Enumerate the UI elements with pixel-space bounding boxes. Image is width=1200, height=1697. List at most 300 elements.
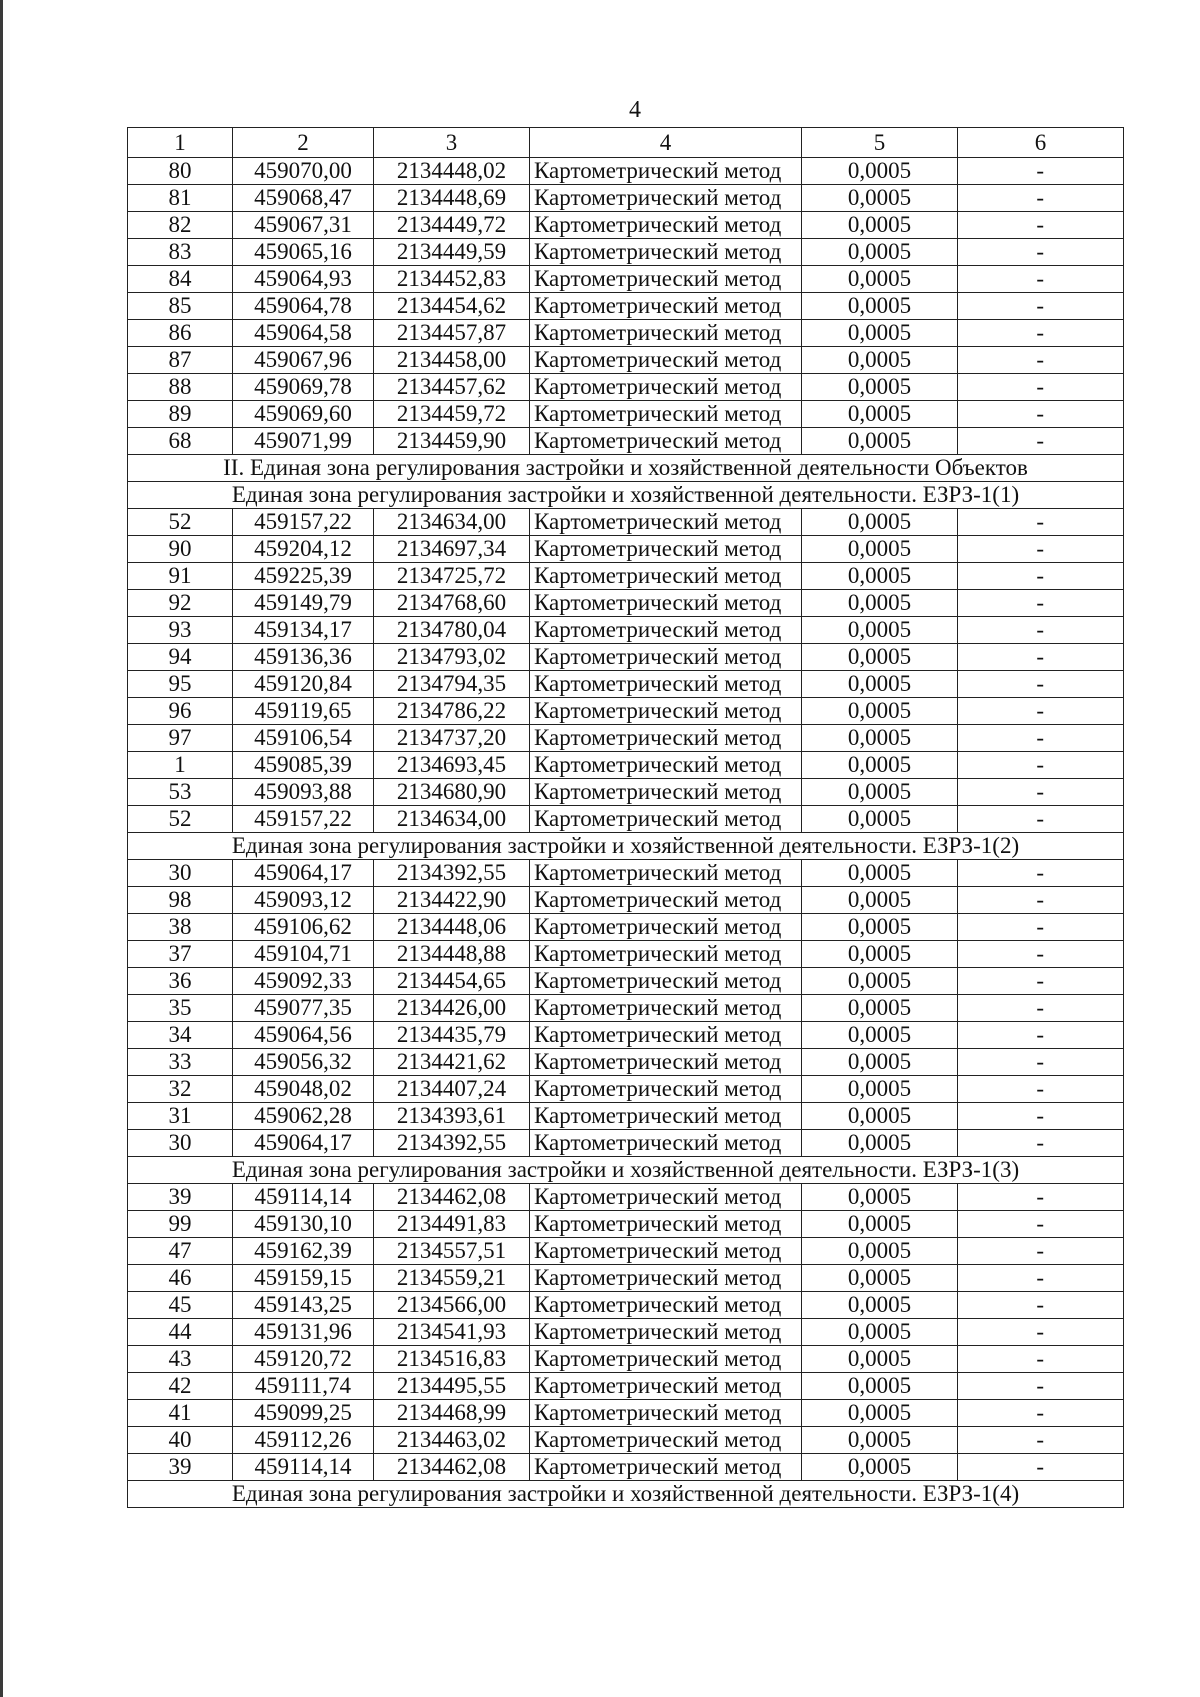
- table-row: [128, 590, 1124, 617]
- x-coordinate-cell: 459134,17: [233, 617, 374, 644]
- table-row: [128, 347, 1124, 374]
- method-cell: Картометрический метод: [530, 509, 802, 536]
- table-row: [128, 266, 1124, 293]
- table-row: [128, 428, 1124, 455]
- note-cell: -: [958, 1454, 1124, 1481]
- table-row: [128, 644, 1124, 671]
- point-number-cell: 95: [128, 671, 233, 698]
- method-cell: Картометрический метод: [530, 887, 802, 914]
- point-number-cell: 43: [128, 1346, 233, 1373]
- method-cell: Картометрический метод: [530, 1319, 802, 1346]
- point-number-cell: 46: [128, 1265, 233, 1292]
- y-coordinate-cell: 2134634,00: [374, 806, 530, 833]
- x-coordinate-cell: 459064,93: [233, 266, 374, 293]
- section-heading-row: [128, 1157, 1124, 1184]
- accuracy-cell: 0,0005: [802, 1184, 958, 1211]
- note-cell: -: [958, 995, 1124, 1022]
- note-cell: -: [958, 563, 1124, 590]
- x-coordinate-cell: 459119,65: [233, 698, 374, 725]
- x-coordinate-cell: 459104,71: [233, 941, 374, 968]
- y-coordinate-cell: 2134392,55: [374, 860, 530, 887]
- note-cell: -: [958, 617, 1124, 644]
- accuracy-cell: 0,0005: [802, 1292, 958, 1319]
- accuracy-cell: 0,0005: [802, 1373, 958, 1400]
- section-heading: Единая зона регулирования застройки и хозяйственной деятельности. ЕЗРЗ-1(2): [128, 833, 1124, 860]
- table-row: [128, 887, 1124, 914]
- y-coordinate-cell: 2134421,62: [374, 1049, 530, 1076]
- point-number-cell: 52: [128, 806, 233, 833]
- point-number-cell: 90: [128, 536, 233, 563]
- table-body: [128, 128, 1124, 1508]
- header-cell-5: 5: [802, 128, 958, 158]
- y-coordinate-cell: 2134780,04: [374, 617, 530, 644]
- method-cell: Картометрический метод: [530, 1454, 802, 1481]
- y-coordinate-cell: 2134426,00: [374, 995, 530, 1022]
- y-coordinate-cell: 2134725,72: [374, 563, 530, 590]
- x-coordinate-cell: 459112,26: [233, 1427, 374, 1454]
- note-cell: -: [958, 347, 1124, 374]
- method-cell: Картометрический метод: [530, 1373, 802, 1400]
- point-number-cell: 53: [128, 779, 233, 806]
- point-number-cell: 41: [128, 1400, 233, 1427]
- point-number-cell: 91: [128, 563, 233, 590]
- accuracy-cell: 0,0005: [802, 212, 958, 239]
- section-heading-row: [128, 482, 1124, 509]
- y-coordinate-cell: 2134454,62: [374, 293, 530, 320]
- point-number-cell: 80: [128, 158, 233, 185]
- note-cell: -: [958, 1022, 1124, 1049]
- method-cell: Картометрический метод: [530, 374, 802, 401]
- accuracy-cell: 0,0005: [802, 239, 958, 266]
- point-number-cell: 93: [128, 617, 233, 644]
- x-coordinate-cell: 459064,58: [233, 320, 374, 347]
- accuracy-cell: 0,0005: [802, 347, 958, 374]
- note-cell: -: [958, 1373, 1124, 1400]
- x-coordinate-cell: 459120,72: [233, 1346, 374, 1373]
- note-cell: -: [958, 1427, 1124, 1454]
- point-number-cell: 1: [128, 752, 233, 779]
- x-coordinate-cell: 459064,17: [233, 860, 374, 887]
- x-coordinate-cell: 459136,36: [233, 644, 374, 671]
- method-cell: Картометрический метод: [530, 185, 802, 212]
- table-row: [128, 806, 1124, 833]
- accuracy-cell: 0,0005: [802, 1346, 958, 1373]
- x-coordinate-cell: 459114,14: [233, 1184, 374, 1211]
- point-number-cell: 33: [128, 1049, 233, 1076]
- table-row: [128, 1346, 1124, 1373]
- method-cell: Картометрический метод: [530, 293, 802, 320]
- accuracy-cell: 0,0005: [802, 887, 958, 914]
- method-cell: Картометрический метод: [530, 212, 802, 239]
- method-cell: Картометрический метод: [530, 1238, 802, 1265]
- accuracy-cell: 0,0005: [802, 1454, 958, 1481]
- header-cell-4: 4: [530, 128, 802, 158]
- accuracy-cell: 0,0005: [802, 1265, 958, 1292]
- point-number-cell: 31: [128, 1103, 233, 1130]
- table-row: [128, 941, 1124, 968]
- accuracy-cell: 0,0005: [802, 671, 958, 698]
- x-coordinate-cell: 459067,31: [233, 212, 374, 239]
- table-row: [128, 1211, 1124, 1238]
- point-number-cell: 99: [128, 1211, 233, 1238]
- section-heading: Единая зона регулирования застройки и хозяйственной деятельности. ЕЗРЗ-1(4): [128, 1481, 1124, 1508]
- method-cell: Картометрический метод: [530, 536, 802, 563]
- note-cell: -: [958, 536, 1124, 563]
- y-coordinate-cell: 2134462,08: [374, 1454, 530, 1481]
- point-number-cell: 92: [128, 590, 233, 617]
- accuracy-cell: 0,0005: [802, 158, 958, 185]
- note-cell: -: [958, 1184, 1124, 1211]
- point-number-cell: 82: [128, 212, 233, 239]
- accuracy-cell: 0,0005: [802, 1022, 958, 1049]
- accuracy-cell: 0,0005: [802, 1400, 958, 1427]
- note-cell: -: [958, 509, 1124, 536]
- accuracy-cell: 0,0005: [802, 806, 958, 833]
- note-cell: -: [958, 1211, 1124, 1238]
- y-coordinate-cell: 2134457,87: [374, 320, 530, 347]
- table-row: [128, 509, 1124, 536]
- method-cell: Картометрический метод: [530, 1400, 802, 1427]
- x-coordinate-cell: 459157,22: [233, 806, 374, 833]
- header-row: [128, 128, 1124, 158]
- table-row: [128, 1184, 1124, 1211]
- point-number-cell: 85: [128, 293, 233, 320]
- point-number-cell: 44: [128, 1319, 233, 1346]
- method-cell: Картометрический метод: [530, 1049, 802, 1076]
- y-coordinate-cell: 2134768,60: [374, 590, 530, 617]
- note-cell: -: [958, 293, 1124, 320]
- section-heading: II. Единая зона регулирования застройки и хозяйственной деятельности Объектов: [128, 455, 1124, 482]
- point-number-cell: 52: [128, 509, 233, 536]
- table-row: [128, 1265, 1124, 1292]
- x-coordinate-cell: 459070,00: [233, 158, 374, 185]
- y-coordinate-cell: 2134468,99: [374, 1400, 530, 1427]
- point-number-cell: 84: [128, 266, 233, 293]
- x-coordinate-cell: 459085,39: [233, 752, 374, 779]
- point-number-cell: 87: [128, 347, 233, 374]
- header-cell-2: 2: [233, 128, 374, 158]
- table-row: [128, 698, 1124, 725]
- accuracy-cell: 0,0005: [802, 1103, 958, 1130]
- accuracy-cell: 0,0005: [802, 1049, 958, 1076]
- point-number-cell: 88: [128, 374, 233, 401]
- table-row: [128, 239, 1124, 266]
- method-cell: Картометрический метод: [530, 1265, 802, 1292]
- method-cell: Картометрический метод: [530, 860, 802, 887]
- note-cell: -: [958, 1292, 1124, 1319]
- table-row: [128, 779, 1124, 806]
- accuracy-cell: 0,0005: [802, 968, 958, 995]
- method-cell: Картометрический метод: [530, 779, 802, 806]
- x-coordinate-cell: 459159,15: [233, 1265, 374, 1292]
- point-number-cell: 34: [128, 1022, 233, 1049]
- table-row: [128, 1427, 1124, 1454]
- accuracy-cell: 0,0005: [802, 1319, 958, 1346]
- point-number-cell: 96: [128, 698, 233, 725]
- method-cell: Картометрический метод: [530, 320, 802, 347]
- note-cell: -: [958, 1319, 1124, 1346]
- y-coordinate-cell: 2134516,83: [374, 1346, 530, 1373]
- table-row: [128, 1319, 1124, 1346]
- accuracy-cell: 0,0005: [802, 428, 958, 455]
- header-cell-1: 1: [128, 128, 233, 158]
- table-row: [128, 1076, 1124, 1103]
- table-row: [128, 995, 1124, 1022]
- accuracy-cell: 0,0005: [802, 509, 958, 536]
- note-cell: -: [958, 644, 1124, 671]
- x-coordinate-cell: 459162,39: [233, 1238, 374, 1265]
- point-number-cell: 97: [128, 725, 233, 752]
- y-coordinate-cell: 2134737,20: [374, 725, 530, 752]
- table-row: [128, 914, 1124, 941]
- y-coordinate-cell: 2134454,65: [374, 968, 530, 995]
- point-number-cell: 35: [128, 995, 233, 1022]
- x-coordinate-cell: 459064,17: [233, 1130, 374, 1157]
- note-cell: -: [958, 158, 1124, 185]
- y-coordinate-cell: 2134541,93: [374, 1319, 530, 1346]
- x-coordinate-cell: 459069,78: [233, 374, 374, 401]
- accuracy-cell: 0,0005: [802, 293, 958, 320]
- y-coordinate-cell: 2134793,02: [374, 644, 530, 671]
- y-coordinate-cell: 2134448,88: [374, 941, 530, 968]
- note-cell: -: [958, 185, 1124, 212]
- note-cell: -: [958, 968, 1124, 995]
- table-row: [128, 293, 1124, 320]
- point-number-cell: 37: [128, 941, 233, 968]
- y-coordinate-cell: 2134457,62: [374, 374, 530, 401]
- table-row: [128, 1400, 1124, 1427]
- method-cell: Картометрический метод: [530, 590, 802, 617]
- y-coordinate-cell: 2134634,00: [374, 509, 530, 536]
- point-number-cell: 45: [128, 1292, 233, 1319]
- note-cell: -: [958, 212, 1124, 239]
- page-number: 4: [629, 97, 641, 123]
- table-row: [128, 212, 1124, 239]
- x-coordinate-cell: 459130,10: [233, 1211, 374, 1238]
- point-number-cell: 30: [128, 860, 233, 887]
- method-cell: Картометрический метод: [530, 266, 802, 293]
- y-coordinate-cell: 2134449,59: [374, 239, 530, 266]
- point-number-cell: 36: [128, 968, 233, 995]
- x-coordinate-cell: 459106,54: [233, 725, 374, 752]
- accuracy-cell: 0,0005: [802, 752, 958, 779]
- method-cell: Картометрический метод: [530, 428, 802, 455]
- accuracy-cell: 0,0005: [802, 266, 958, 293]
- method-cell: Картометрический метод: [530, 1130, 802, 1157]
- x-coordinate-cell: 459069,60: [233, 401, 374, 428]
- method-cell: Картометрический метод: [530, 644, 802, 671]
- x-coordinate-cell: 459056,32: [233, 1049, 374, 1076]
- point-number-cell: 81: [128, 185, 233, 212]
- accuracy-cell: 0,0005: [802, 860, 958, 887]
- table-row: [128, 725, 1124, 752]
- method-cell: Картометрический метод: [530, 1103, 802, 1130]
- point-number-cell: 68: [128, 428, 233, 455]
- note-cell: -: [958, 725, 1124, 752]
- accuracy-cell: 0,0005: [802, 617, 958, 644]
- x-coordinate-cell: 459062,28: [233, 1103, 374, 1130]
- note-cell: -: [958, 1103, 1124, 1130]
- point-number-cell: 89: [128, 401, 233, 428]
- y-coordinate-cell: 2134452,83: [374, 266, 530, 293]
- method-cell: Картометрический метод: [530, 1292, 802, 1319]
- accuracy-cell: 0,0005: [802, 185, 958, 212]
- table-row: [128, 752, 1124, 779]
- table-row: [128, 158, 1124, 185]
- y-coordinate-cell: 2134680,90: [374, 779, 530, 806]
- note-cell: -: [958, 1400, 1124, 1427]
- table-row: [128, 1238, 1124, 1265]
- table-row: [128, 1292, 1124, 1319]
- point-number-cell: 38: [128, 914, 233, 941]
- table-row: [128, 1454, 1124, 1481]
- point-number-cell: 39: [128, 1184, 233, 1211]
- method-cell: Картометрический метод: [530, 617, 802, 644]
- x-coordinate-cell: 459204,12: [233, 536, 374, 563]
- x-coordinate-cell: 459093,88: [233, 779, 374, 806]
- table-row: [128, 617, 1124, 644]
- y-coordinate-cell: 2134559,21: [374, 1265, 530, 1292]
- x-coordinate-cell: 459071,99: [233, 428, 374, 455]
- method-cell: Картометрический метод: [530, 1022, 802, 1049]
- point-number-cell: 32: [128, 1076, 233, 1103]
- method-cell: Картометрический метод: [530, 995, 802, 1022]
- table-row: [128, 968, 1124, 995]
- point-number-cell: 42: [128, 1373, 233, 1400]
- y-coordinate-cell: 2134693,45: [374, 752, 530, 779]
- y-coordinate-cell: 2134495,55: [374, 1373, 530, 1400]
- x-coordinate-cell: 459157,22: [233, 509, 374, 536]
- table-row: [128, 1373, 1124, 1400]
- method-cell: Картометрический метод: [530, 914, 802, 941]
- table-row: [128, 185, 1124, 212]
- note-cell: -: [958, 266, 1124, 293]
- table-row: [128, 1022, 1124, 1049]
- y-coordinate-cell: 2134448,69: [374, 185, 530, 212]
- method-cell: Картометрический метод: [530, 563, 802, 590]
- point-number-cell: 30: [128, 1130, 233, 1157]
- x-coordinate-cell: 459143,25: [233, 1292, 374, 1319]
- note-cell: -: [958, 806, 1124, 833]
- note-cell: -: [958, 320, 1124, 347]
- section-heading-row: [128, 833, 1124, 860]
- accuracy-cell: 0,0005: [802, 1076, 958, 1103]
- y-coordinate-cell: 2134393,61: [374, 1103, 530, 1130]
- method-cell: Картометрический метод: [530, 671, 802, 698]
- method-cell: Картометрический метод: [530, 698, 802, 725]
- method-cell: Картометрический метод: [530, 752, 802, 779]
- note-cell: -: [958, 590, 1124, 617]
- y-coordinate-cell: 2134422,90: [374, 887, 530, 914]
- method-cell: Картометрический метод: [530, 401, 802, 428]
- table-row: [128, 401, 1124, 428]
- x-coordinate-cell: 459067,96: [233, 347, 374, 374]
- note-cell: -: [958, 1049, 1124, 1076]
- point-number-cell: 47: [128, 1238, 233, 1265]
- accuracy-cell: 0,0005: [802, 1238, 958, 1265]
- table-row: [128, 1049, 1124, 1076]
- note-cell: -: [958, 428, 1124, 455]
- y-coordinate-cell: 2134448,02: [374, 158, 530, 185]
- header-cell-3: 3: [374, 128, 530, 158]
- x-coordinate-cell: 459093,12: [233, 887, 374, 914]
- method-cell: Картометрический метод: [530, 1076, 802, 1103]
- y-coordinate-cell: 2134458,00: [374, 347, 530, 374]
- method-cell: Картометрический метод: [530, 725, 802, 752]
- note-cell: -: [958, 1076, 1124, 1103]
- x-coordinate-cell: 459065,16: [233, 239, 374, 266]
- method-cell: Картометрический метод: [530, 1427, 802, 1454]
- accuracy-cell: 0,0005: [802, 536, 958, 563]
- y-coordinate-cell: 2134459,72: [374, 401, 530, 428]
- method-cell: Картометрический метод: [530, 941, 802, 968]
- y-coordinate-cell: 2134392,55: [374, 1130, 530, 1157]
- coordinates-table: [127, 127, 1124, 1508]
- x-coordinate-cell: 459064,56: [233, 1022, 374, 1049]
- section-heading-row: [128, 455, 1124, 482]
- accuracy-cell: 0,0005: [802, 779, 958, 806]
- x-coordinate-cell: 459092,33: [233, 968, 374, 995]
- x-coordinate-cell: 459099,25: [233, 1400, 374, 1427]
- method-cell: Картометрический метод: [530, 1184, 802, 1211]
- table-row: [128, 671, 1124, 698]
- accuracy-cell: 0,0005: [802, 644, 958, 671]
- y-coordinate-cell: 2134463,02: [374, 1427, 530, 1454]
- y-coordinate-cell: 2134435,79: [374, 1022, 530, 1049]
- point-number-cell: 39: [128, 1454, 233, 1481]
- accuracy-cell: 0,0005: [802, 374, 958, 401]
- section-heading: Единая зона регулирования застройки и хозяйственной деятельности. ЕЗРЗ-1(3): [128, 1157, 1124, 1184]
- accuracy-cell: 0,0005: [802, 563, 958, 590]
- point-number-cell: 83: [128, 239, 233, 266]
- section-heading: Единая зона регулирования застройки и хозяйственной деятельности. ЕЗРЗ-1(1): [128, 482, 1124, 509]
- x-coordinate-cell: 459111,74: [233, 1373, 374, 1400]
- y-coordinate-cell: 2134462,08: [374, 1184, 530, 1211]
- y-coordinate-cell: 2134448,06: [374, 914, 530, 941]
- accuracy-cell: 0,0005: [802, 1427, 958, 1454]
- table-row: [128, 320, 1124, 347]
- x-coordinate-cell: 459120,84: [233, 671, 374, 698]
- note-cell: -: [958, 671, 1124, 698]
- y-coordinate-cell: 2134491,83: [374, 1211, 530, 1238]
- note-cell: -: [958, 887, 1124, 914]
- y-coordinate-cell: 2134566,00: [374, 1292, 530, 1319]
- table-row: [128, 1103, 1124, 1130]
- note-cell: -: [958, 941, 1124, 968]
- note-cell: -: [958, 752, 1124, 779]
- note-cell: -: [958, 1238, 1124, 1265]
- x-coordinate-cell: 459131,96: [233, 1319, 374, 1346]
- x-coordinate-cell: 459077,35: [233, 995, 374, 1022]
- accuracy-cell: 0,0005: [802, 320, 958, 347]
- note-cell: -: [958, 239, 1124, 266]
- method-cell: Картометрический метод: [530, 1346, 802, 1373]
- point-number-cell: 94: [128, 644, 233, 671]
- table-row: [128, 374, 1124, 401]
- table-row: [128, 563, 1124, 590]
- x-coordinate-cell: 459225,39: [233, 563, 374, 590]
- table-row: [128, 1130, 1124, 1157]
- accuracy-cell: 0,0005: [802, 590, 958, 617]
- header-cell-6: 6: [958, 128, 1124, 158]
- note-cell: -: [958, 779, 1124, 806]
- accuracy-cell: 0,0005: [802, 941, 958, 968]
- page-edge-shadow: [0, 0, 3, 1697]
- note-cell: -: [958, 698, 1124, 725]
- x-coordinate-cell: 459048,02: [233, 1076, 374, 1103]
- table-row: [128, 536, 1124, 563]
- accuracy-cell: 0,0005: [802, 725, 958, 752]
